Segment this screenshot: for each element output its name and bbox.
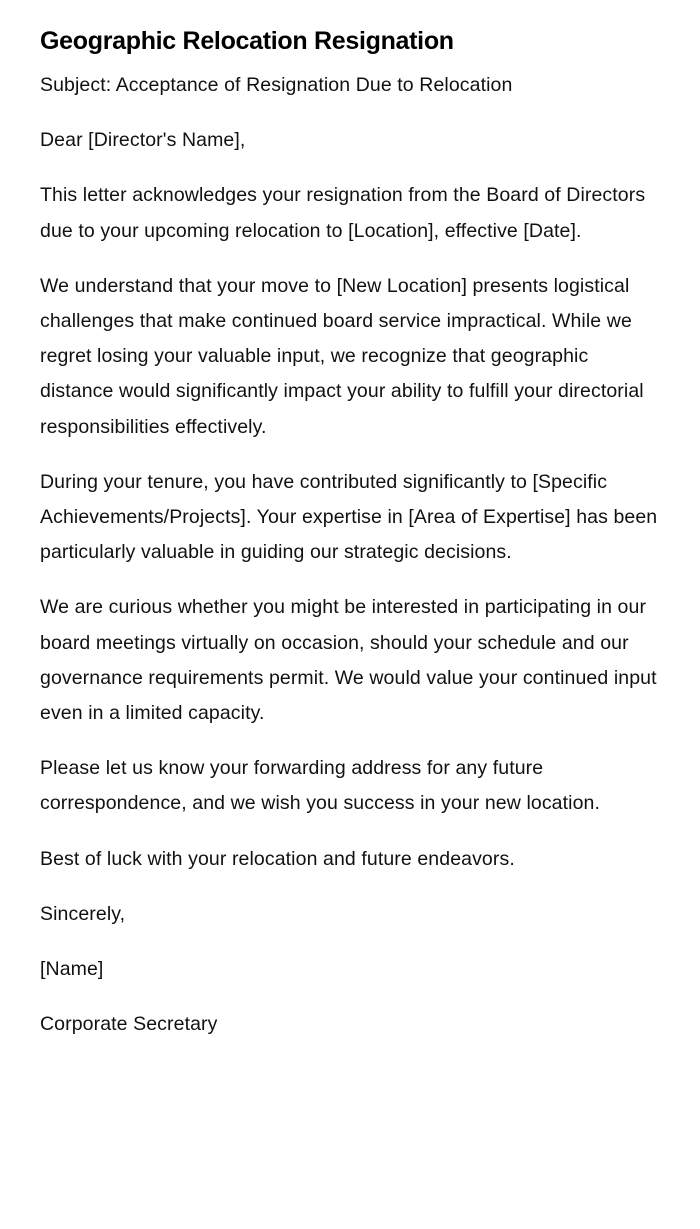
body-paragraph-forwarding-address: Please let us know your forwarding address for any future correspondence, and we wish you success in your new location. [40,757,600,815]
body-paragraph-acknowledgement: This letter acknowledges your resignation from the Board of Directors due to your upcoming relocation to [Location], effective [Date]. [40,184,646,242]
salutation: Dear [Director's Name], [40,129,246,152]
signature-name: [Name] [40,958,104,981]
body-paragraph-contributions: During your tenure, you have contributed significantly to [Specific Achievements/Projects]. Your expertise in [Area of Expertise] has been particularly valuable in guiding our strategic decisions. [40,470,658,564]
document-title: Geographic Relocation Resignation [40,27,454,55]
body-paragraph-well-wishes: Best of luck with your relocation and future endeavors. [40,847,515,870]
signature-title: Corporate Secretary [40,1013,218,1036]
subject-line: Subject: Acceptance of Resignation Due to Relocation [40,74,513,96]
closing: Sincerely, [40,902,126,925]
body-paragraph-understanding: We understand that your move to [New Location] presents logistical challenges that make continued board service impractical. While we regret losing your valuable input, we recognize that geographic distance would significantly impact your ability to fulfill your directorial responsibilities effectively. [40,274,644,438]
body-paragraph-virtual-participation: We are curious whether you might be interested in participating in our board meetings virtually on occasion, should your schedule and our governance requirements permit. We would value your continued input even in a limited capacity. [40,596,657,725]
